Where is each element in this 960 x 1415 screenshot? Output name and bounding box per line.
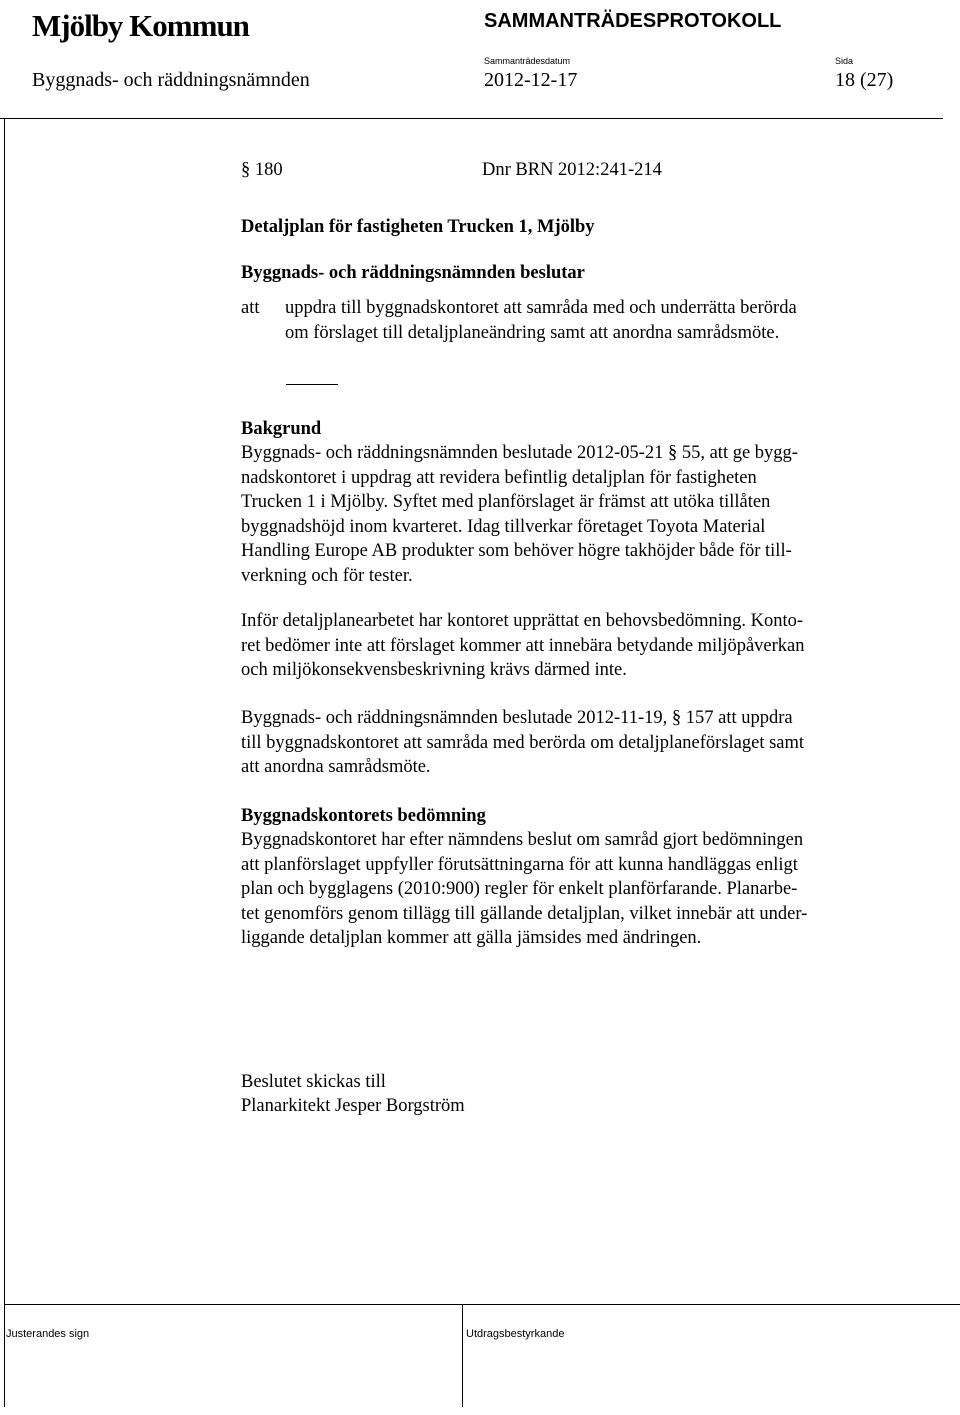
case-number: 180 xyxy=(254,160,283,180)
beslutet-recipient: Planarkitekt Jesper Borgström xyxy=(241,1096,465,1116)
bakgrund-paragraph-2 xyxy=(241,609,891,683)
bakgrund-line: att anordna samrådsmöte. xyxy=(241,757,431,777)
bedomning-paragraph xyxy=(241,828,891,951)
footer-divider xyxy=(462,1304,463,1407)
decision-att: att xyxy=(241,298,260,318)
bedomning-heading: Byggnadskontorets bedömning xyxy=(241,806,486,826)
decision-text xyxy=(285,296,840,345)
bedomning-line: tet genomförs genom tillägg till gällande detaljplan, vilket innebär att under- xyxy=(241,903,808,924)
dnr: Dnr BRN 2012:241-214 xyxy=(482,160,662,180)
committee-name: Byggnads- och räddningsnämnden xyxy=(32,69,310,91)
case-header xyxy=(241,158,283,183)
meeting-date: 2012-12-17 xyxy=(484,69,578,91)
text-span: Byggnads- och räddningsnämnden beslutade 2012-11-19, xyxy=(241,708,668,728)
bakgrund-paragraph-1 xyxy=(241,441,891,588)
separator-line xyxy=(286,384,338,385)
bakgrund-line: ret bedömer inte att förslaget kommer att innebära betydande miljöpåverkan xyxy=(241,635,805,656)
bakgrund-line: och miljökonsekvensbeskrivning krävs därmed inte. xyxy=(241,660,627,680)
bakgrund-heading: Bakgrund xyxy=(241,419,322,439)
text-span: 157 att uppdra xyxy=(685,708,793,728)
case-title: Detaljplan för fastigheten Trucken 1, Mjölby xyxy=(241,217,595,237)
decision-line: om förslaget till detaljplaneändring samt att anordna samrådsmöte. xyxy=(285,322,780,343)
bakgrund-line: byggnadshöjd inom kvarteret. Idag tillverkar företaget Toyota Material xyxy=(241,516,766,537)
left-margin-rule xyxy=(4,118,5,1407)
section-symbol: § xyxy=(671,708,682,728)
bakgrund-line xyxy=(241,706,891,731)
bedomning-line: Byggnadskontoret har efter nämndens beslut om samråd gjort bedömningen xyxy=(241,830,804,850)
bakgrund-line: Handling Europe AB produkter som behöver högre takhöjder både för till- xyxy=(241,541,792,561)
bakgrund-line: Inför detaljplanearbetet har kontoret upprättat en behovsbedömning. Konto- xyxy=(241,611,804,631)
bedomning-line: liggande detaljplan kommer att gälla jämsides med ändringen. xyxy=(241,928,702,948)
bakgrund-line: nadskontoret i uppdrag att revidera befintlig detaljplan för fastigheten xyxy=(241,467,757,488)
justerandes-sign-label: Justerandes sign xyxy=(6,1328,90,1340)
section-symbol: § xyxy=(667,443,678,463)
bakgrund-line: verkning och för tester. xyxy=(241,565,413,586)
bakgrund-line: till byggnadskontoret att samråda med berörda om detaljplaneförslaget samt xyxy=(241,732,805,753)
bakgrund-line: Trucken 1 i Mjölby. Syftet med planförslaget är främst att utöka tillåten xyxy=(241,492,771,512)
decision-heading: Byggnads- och räddningsnämnden beslutar xyxy=(241,263,585,283)
document-type: SAMMANTRÄDESPROTOKOLL xyxy=(484,10,782,32)
page-label: Sida xyxy=(835,56,854,66)
section-symbol: § xyxy=(241,160,251,180)
utdragsbestyrkande-label: Utdragsbestyrkande xyxy=(466,1328,565,1340)
page-number: 18 (27) xyxy=(835,69,894,91)
footer-rule xyxy=(4,1304,960,1305)
header-rule xyxy=(0,118,943,119)
bakgrund-line xyxy=(241,441,891,466)
bedomning-line: plan och bygglagens (2010:900) regler för enkelt planförfarande. Planarbe- xyxy=(241,879,798,899)
bedomning-line: att planförslaget uppfyller förutsättningarna för att kunna handläggas enligt xyxy=(241,854,798,875)
bakgrund-paragraph-3 xyxy=(241,706,891,780)
kommun-name: Mjölby Kommun xyxy=(32,8,249,43)
beslutet-label: Beslutet skickas till xyxy=(241,1072,386,1092)
text-span: 55, att ge bygg- xyxy=(681,443,798,463)
date-label: Sammanträdesdatum xyxy=(484,56,571,66)
text-span: Byggnads- och räddningsnämnden beslutade 2012-05-21 xyxy=(241,443,664,463)
decision-line: uppdra till byggnadskontoret att samråda med och underrätta berörda xyxy=(285,298,797,318)
